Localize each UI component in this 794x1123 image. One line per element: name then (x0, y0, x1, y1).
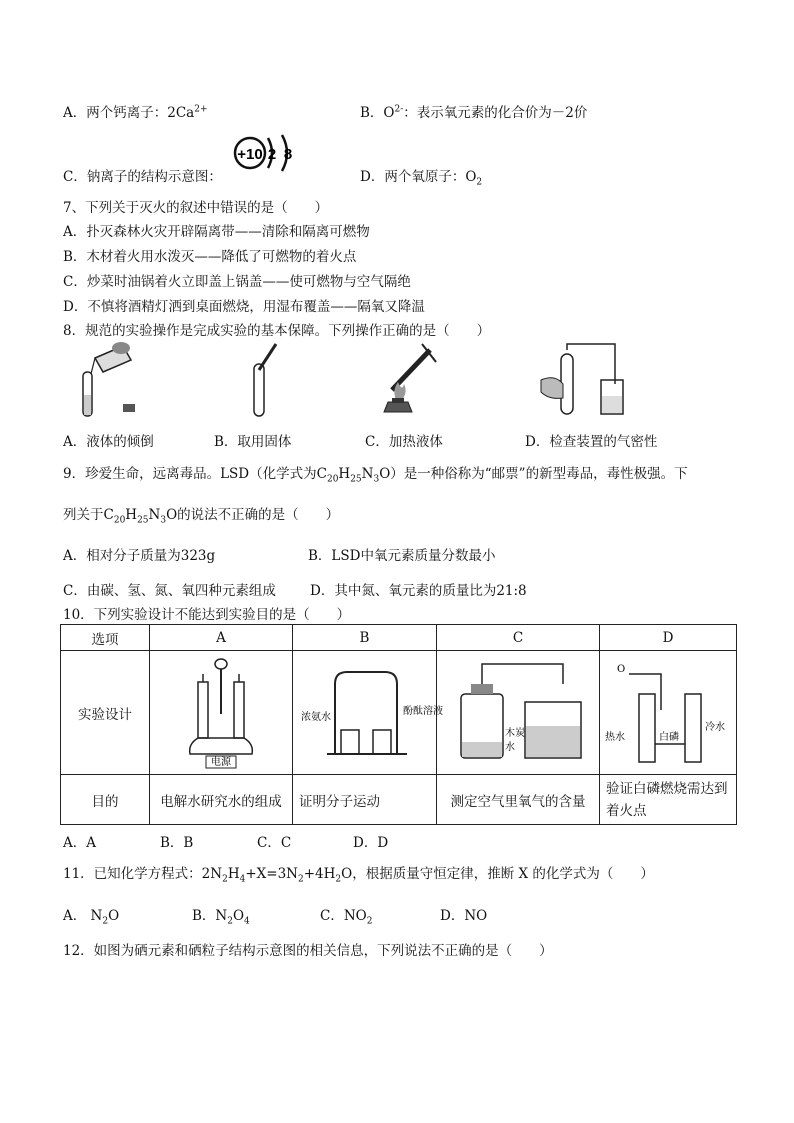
q6-option-c: C．钠离子的结构示意图： (63, 169, 222, 185)
airtightness-check-illustration (535, 340, 625, 420)
q10-option-d: D．D (353, 835, 389, 851)
q9-stem-line2: 列关于$C_{20}H_{25}N_3O$的说法不正确的是（ ） (63, 507, 340, 526)
q7-option-c: C．炒菜时油锅着火立即盖上锅盖——使可燃物与空气隔绝 (63, 274, 411, 290)
design-a-cell (150, 651, 293, 775)
svg-text:2: 2 (267, 146, 277, 163)
table-header-option: 选项 (61, 625, 150, 651)
q10-option-a: A．A (63, 835, 96, 851)
table-header-d: D (600, 625, 737, 651)
q9-option-b: B．LSD中氧元素质量分数最小 (308, 548, 496, 564)
q8-stem: 8．规范的实验操作是完成实验的基本保障。下列操作正确的是（ ） (63, 323, 491, 339)
q11-stem: 11．已知化学方程式：$2N_2H_4+X=3N_2+4H_2O$，根据质量守恒定律，推断 X 的化学式为（ ） (63, 866, 654, 885)
q6-option-d: D．两个氧原子：$O_2$ (360, 169, 483, 188)
table-header-c: C (437, 625, 600, 651)
q7-option-b: B．木材着火用水泼灭——降低了可燃物的着火点 (63, 249, 357, 265)
q11-option-a: A． $N_2O$ (63, 908, 120, 927)
row-label-design: 实验设计 (61, 651, 150, 775)
table-header-a: A (150, 625, 293, 651)
svg-text:8: 8 (283, 146, 293, 163)
q7-option-d: D．不慎将酒精灯洒到桌面燃烧，用湿布覆盖——隔氧又降温 (63, 299, 425, 315)
white-phosphorus-apparatus (601, 654, 736, 772)
svg-text:电源: 电源 (211, 756, 231, 768)
svg-text:O: O (616, 663, 625, 675)
molecular-motion-apparatus (297, 654, 443, 772)
row-label-goal: 目的 (61, 775, 150, 825)
liquid-pouring-illustration (65, 340, 145, 420)
svg-text:冷水: 冷水 (704, 721, 725, 733)
water-electrolysis-apparatus (186, 654, 256, 772)
q6-option-a: A．两个钙离子：$2Ca^{2+}$ (63, 104, 208, 121)
design-d-cell (600, 651, 737, 775)
q8-option-b: B．取用固体 (214, 434, 292, 450)
q10-option-c: C．C (257, 835, 292, 851)
solid-taking-illustration (240, 340, 280, 420)
q9-option-a: A．相对分子质量为323g (63, 548, 216, 564)
svg-text:+10: +10 (237, 146, 263, 163)
q8-option-d: D．检查装置的气密性 (525, 434, 658, 450)
svg-text:浓氨水: 浓氨水 (301, 711, 331, 723)
q7-stem: 7、下列关于灭火的叙述中错误的是（ ） (63, 200, 329, 216)
q8-option-a: A．液体的倾倒 (63, 434, 154, 450)
design-c-cell (437, 651, 600, 775)
q11-option-d: D．NO (440, 908, 488, 924)
q9-stem-line1: 9．珍爱生命，远离毒品。LSD（化学式为$C_{20}H_{25}N_3O$）是一种俗称为“邮票”的新型毒品，毒性极强。下 (63, 466, 688, 485)
svg-text:酚酞溶液: 酚酞溶液 (403, 705, 443, 717)
sodium-ion-structure-diagram (230, 132, 300, 174)
goal-d: 验证白磷燃烧需达到着火点 (600, 775, 737, 825)
q6-option-b: B．$O^{2-}$：表示氧元素的化合价为－2价 (360, 104, 588, 121)
goal-c: 测定空气里氧气的含量 (437, 775, 600, 825)
q10-option-b: B．B (160, 835, 194, 851)
q9-option-d: D．其中氮、氧元素的质量比为21:8 (310, 583, 527, 599)
q7-option-a: A．扑灭森林火灾开辟隔离带——清除和隔离可燃物 (63, 224, 370, 240)
q8-option-c: C．加热液体 (365, 434, 443, 450)
q9-option-c: C．由碳、氢、氮、氧四种元素组成 (63, 583, 276, 599)
q11-option-b: B．$N_2O_4$ (192, 908, 250, 927)
design-b-cell (293, 651, 443, 775)
q11-option-c: C．$NO_2$ (320, 908, 373, 927)
goal-b: 证明分子运动 (293, 775, 437, 825)
oxygen-content-apparatus (443, 654, 593, 772)
q12-stem: 12．如图为硒元素和硒粒子结构示意图的相关信息，下列说法不正确的是（ ） (63, 943, 553, 959)
q10-experiment-table (60, 624, 737, 825)
svg-text:水: 水 (505, 741, 515, 753)
svg-text:热水: 热水 (604, 731, 625, 743)
svg-text:白磷: 白磷 (658, 731, 679, 743)
svg-text:木炭: 木炭 (505, 727, 525, 739)
table-header-b: B (293, 625, 437, 651)
q10-stem: 10．下列实验设计不能达到实验目的是（ ） (63, 607, 351, 623)
goal-a: 电解水研究水的组成 (150, 775, 293, 825)
heating-liquid-illustration (378, 340, 448, 420)
